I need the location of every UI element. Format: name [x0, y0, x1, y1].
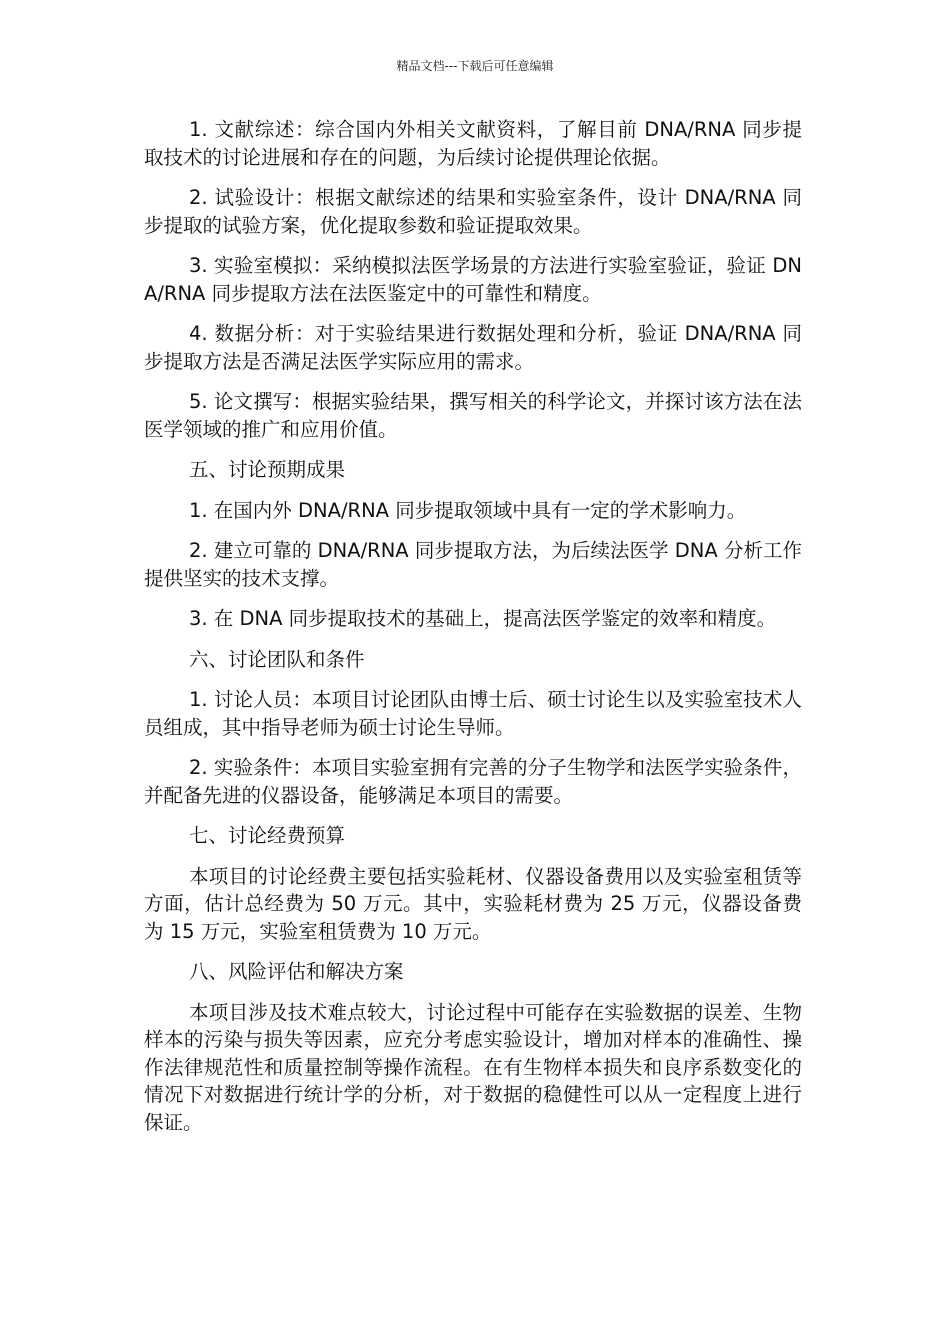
section-heading-expected-results: 五、讨论预期成果 [189, 458, 346, 481]
expected-result-1: 1. 在国内外 DNA/RNA 同步提取领域中具有一定的学术影响力。 [189, 498, 747, 522]
team-personnel: 1. 讨论人员：本项目讨论团队由博士后、硕士讨论生以及实验室技术人员组成，其中指导老师为硕士讨论生导师。 [144, 688, 802, 739]
expected-result-3: 3. 在 DNA 同步提取技术的基础上，提高法医学鉴定的效率和精度。 [189, 607, 777, 630]
method-literature-review: 1. 文献综述：综合国内外相关文献资料，了解目前 DNA/RNA 同步提取技术的讨论进展和存在的问题，为后续讨论提供理论依据。 [144, 118, 802, 169]
method-lab-simulation: 3. 实验室模拟：采纳模拟法医学场景的方法进行实验室验证，验证 DNA/RNA 同步提取方法在法医鉴定中的可靠性和精度。 [144, 254, 802, 305]
document-body [144, 116, 802, 1149]
budget-paragraph: 本项目的讨论经费主要包括实验耗材、仪器设备费用以及实验室租赁等方面，估计总经费为 50 万元。其中，实验耗材费为 25 万元，仪器设备费为 15 万元，实验室租赁费为 10 万元。 [144, 864, 802, 943]
method-experiment-design: 2. 试验设计：根据文献综述的结果和实验室条件，设计 DNA/RNA 同步提取的试验方案，优化提取参数和验证提取效果。 [144, 186, 802, 237]
section-heading-team: 六、讨论团队和条件 [189, 647, 365, 671]
page-header: 精品文档---下载后可任意编辑 [396, 59, 554, 73]
team-conditions: 2. 实验条件：本项目实验室拥有完善的分子生物学和法医学实验条件，并配备先进的仪器设备，能够满足本项目的需要。 [144, 756, 802, 807]
method-data-analysis: 4. 数据分析：对于实验结果进行数据处理和分析，验证 DNA/RNA 同步提取方法是否满足法医学实际应用的需求。 [144, 322, 802, 373]
risk-paragraph: 本项目涉及技术难点较大，讨论过程中可能存在实验数据的误差、生物样本的污染与损失等因素，应充分考虑实验设计，增加对样本的准确性、操作法律规范性和质量控制等操作流程。在有生物样本损失和良序系数变化的情况下对数据进行统计学的分析，对于数据的稳健性可以从一定程度上进行保证。 [144, 1000, 802, 1134]
section-heading-risk: 八、风险评估和解决方案 [189, 960, 404, 983]
expected-result-2: 2. 建立可靠的 DNA/RNA 同步提取方法，为后续法医学 DNA 分析工作提供坚实的技术支撑。 [144, 539, 802, 590]
section-heading-budget: 七、讨论经费预算 [189, 824, 346, 847]
method-paper-writing: 5. 论文撰写：根据实验结果，撰写相关的科学论文，并探讨该方法在法医学领域的推广和应用价值。 [144, 390, 802, 441]
